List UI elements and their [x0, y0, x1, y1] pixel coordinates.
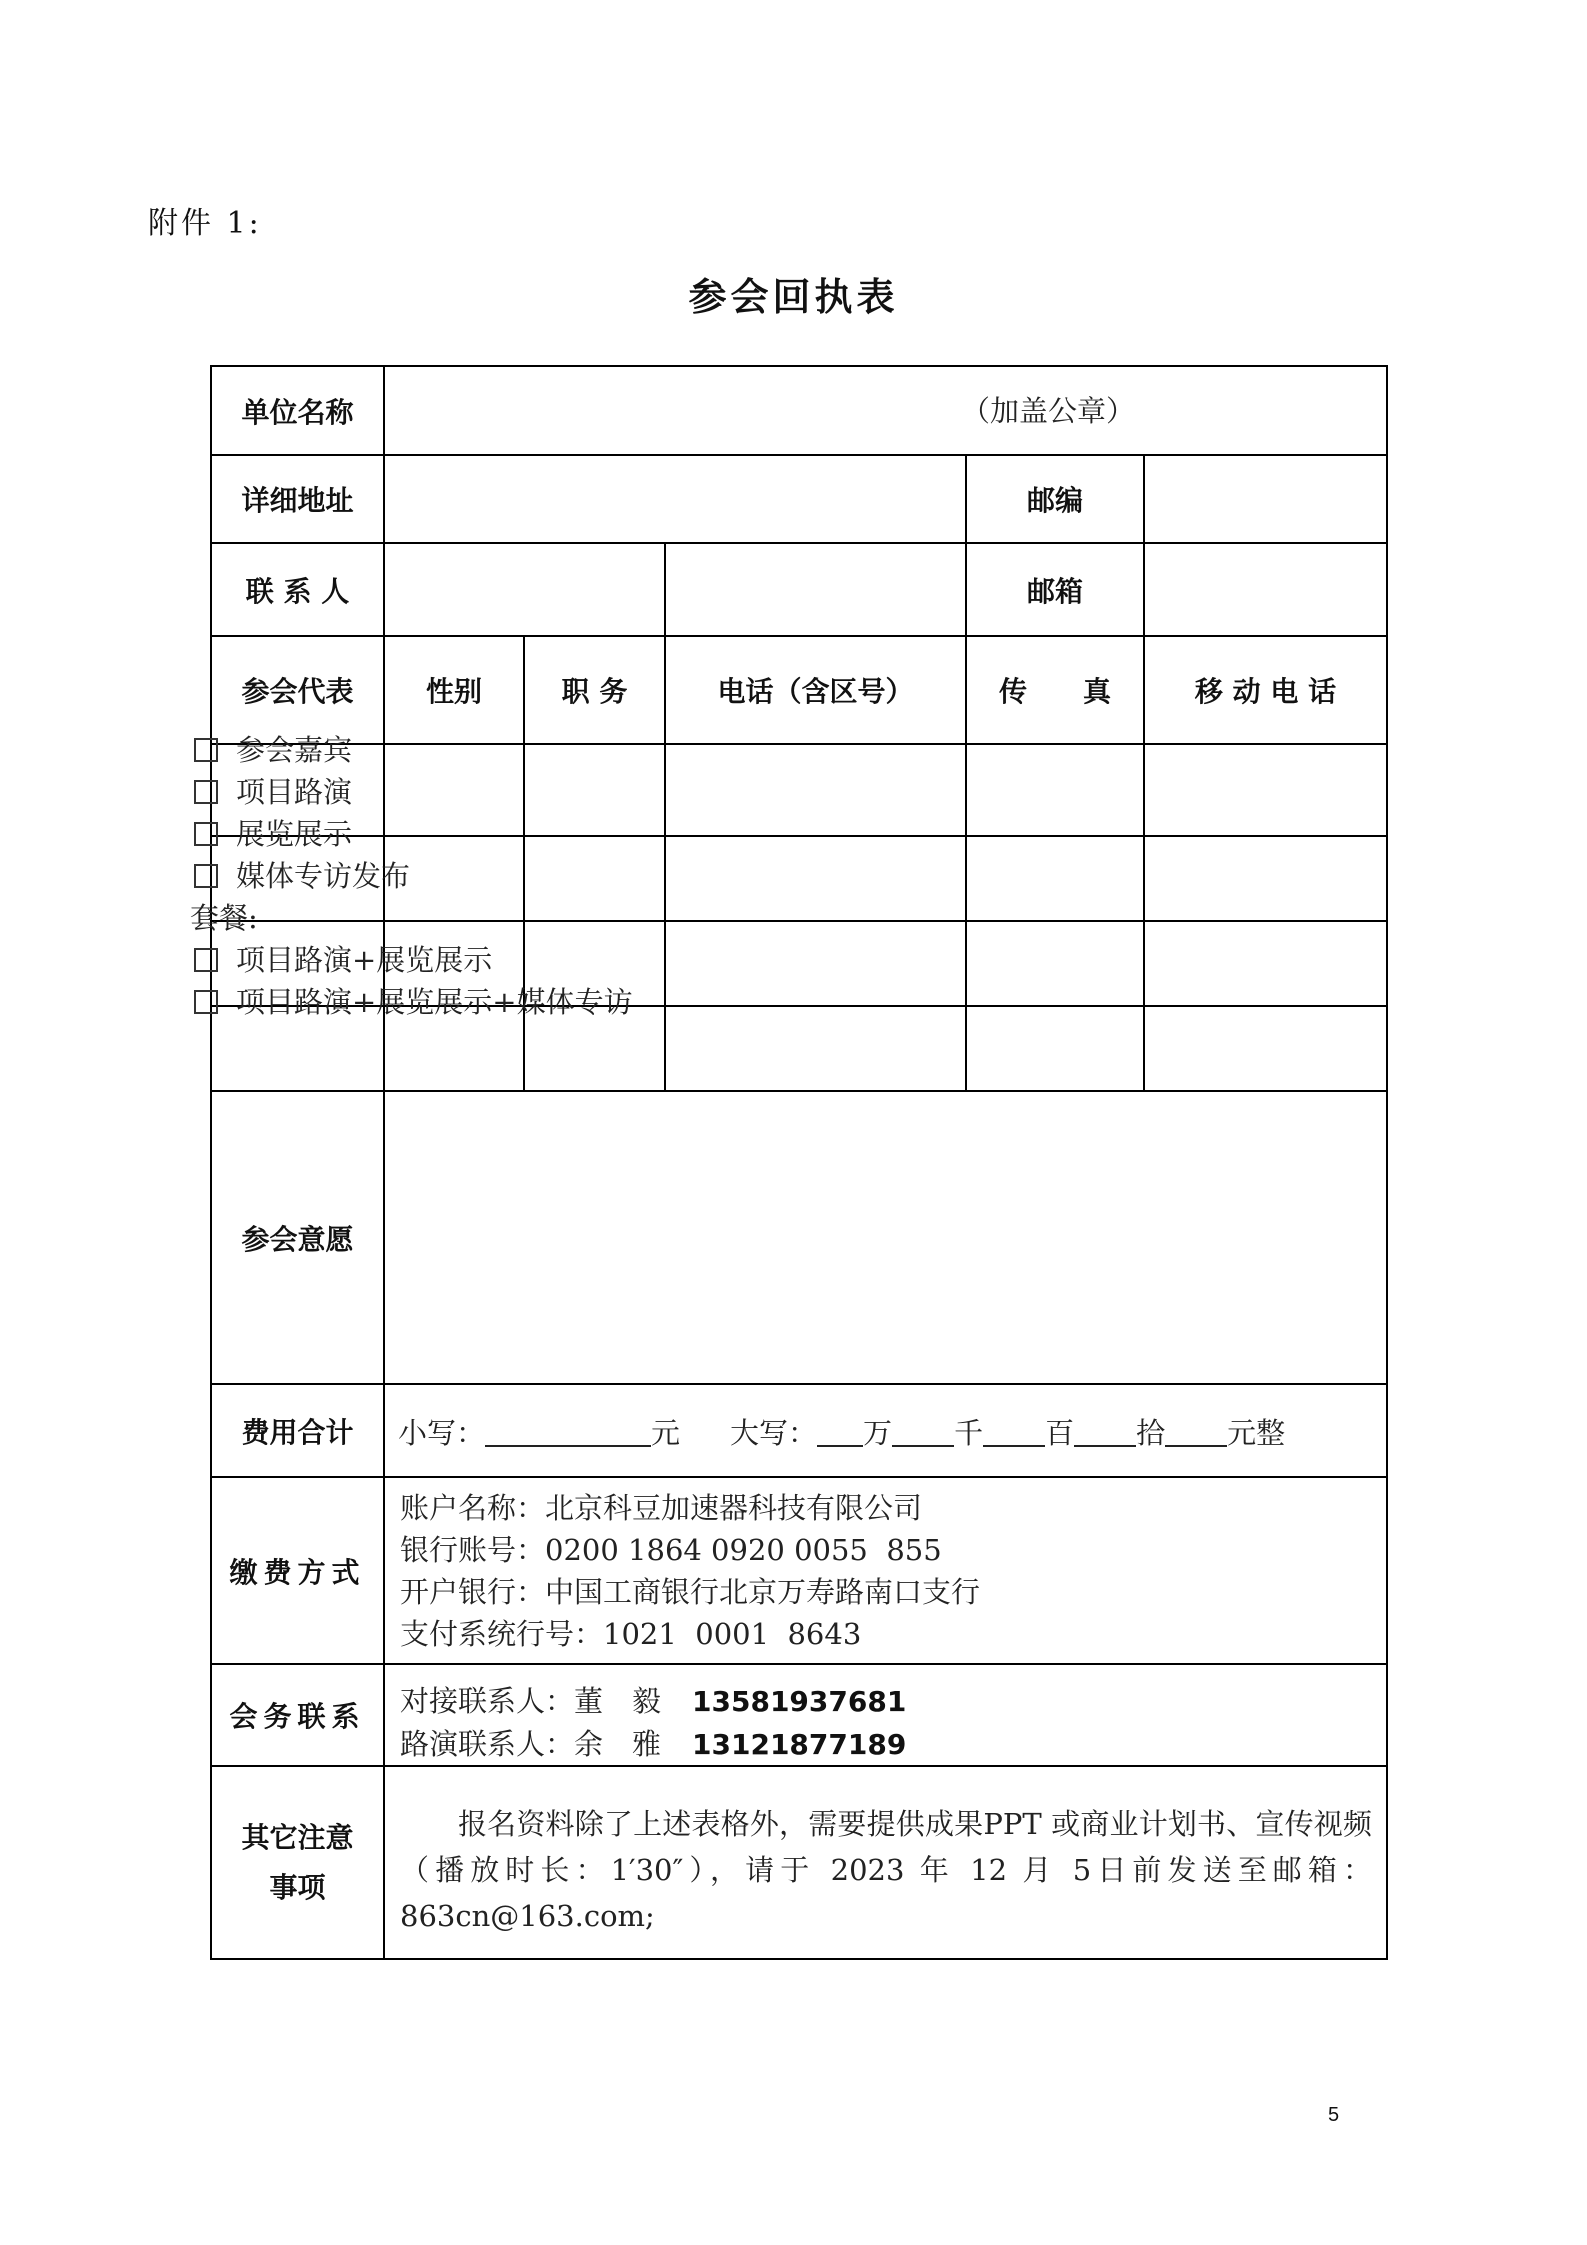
fee-line [398, 1412, 1285, 1454]
column-header-mobile: 移 动 电 话 [1194, 675, 1337, 708]
fee-shi-blank[interactable] [1074, 1415, 1136, 1447]
option-label: 项目路演+展览展示+媒体专访 [236, 985, 633, 1019]
table-rule [210, 1663, 1388, 1665]
checkbox-icon[interactable] [194, 822, 218, 846]
bank-name: 开户银行：中国工商银行北京万寿路南口支行 [400, 1575, 981, 1609]
postcode-label: 邮编 [1026, 484, 1083, 517]
account-name: 账户名称：北京科豆加速器科技有限公司 [400, 1491, 923, 1525]
contact-phone: 13581937681 [692, 1685, 907, 1718]
contact-person-field[interactable] [385, 544, 664, 635]
option-package-1[interactable] [190, 939, 1160, 981]
fee-label: 费用合计 [241, 1415, 354, 1449]
table-rule [1386, 365, 1388, 1960]
table-rule [210, 1958, 1388, 1960]
account-number [400, 1529, 1370, 1571]
official-seal-note: （加盖公章） [961, 393, 1136, 428]
page-number: 5 [1328, 2104, 1340, 2126]
checkbox-icon[interactable] [194, 738, 218, 762]
notes-label-line: 其它注意 [241, 1820, 354, 1854]
fee-yuan-zheng: 元整 [1227, 1416, 1286, 1450]
email-label: 邮箱 [1026, 574, 1083, 608]
option-guest[interactable] [190, 729, 1160, 771]
contact-role: 路演联系人： [400, 1727, 575, 1761]
column-header-phone: 电话（含区号） [717, 675, 914, 708]
column-header-position: 职 务 [561, 675, 628, 708]
intent-label: 参会意愿 [241, 1222, 354, 1256]
address-label: 详细地址 [241, 484, 354, 517]
checkbox-icon[interactable] [194, 990, 218, 1014]
contact-name: 余 雅 [574, 1727, 662, 1761]
fee-wan: 万 [863, 1416, 893, 1450]
column-header-fax: 传 真 [998, 675, 1111, 708]
option-label: 项目路演 [236, 775, 353, 809]
option-media-interview[interactable] [190, 855, 1160, 897]
fee-small-blank[interactable] [485, 1415, 651, 1447]
contact-phone: 13121877189 [692, 1728, 907, 1761]
form-title: 参会回执表 [688, 274, 899, 319]
contact-info [400, 1680, 1370, 1766]
fee-qian: 千 [954, 1416, 984, 1450]
intent-options [190, 729, 1160, 1023]
unit-name-field[interactable] [385, 367, 1386, 454]
option-exhibition[interactable] [190, 813, 1160, 855]
payment-info [400, 1487, 1370, 1655]
option-label: 媒体专访发布 [236, 859, 411, 893]
fee-shi: 拾 [1136, 1416, 1166, 1450]
account-number-label: 银行账号： [400, 1533, 546, 1567]
conference-contact-label: 会务联系 [229, 1700, 366, 1733]
address-field[interactable] [385, 456, 965, 542]
package-label: 套餐: [190, 901, 258, 935]
notes-text: 报名资料除了上述表格外，需要提供成果PPT 或商业计划书、宣传视频（播放时长：1′30″），请于 2023 年 12 月 5日前发送至邮箱：863cn@163.com; [400, 1807, 1372, 1933]
attachment-label: 附件 1: [148, 206, 262, 241]
fee-bai: 百 [1045, 1416, 1075, 1450]
fee-yuan-blank[interactable] [1165, 1415, 1227, 1447]
fee-qian-blank[interactable] [892, 1415, 954, 1447]
account-number-value: 0200 1864 0920 0055 855 [545, 1533, 942, 1567]
table-rule [210, 1476, 1388, 1478]
table-rule [210, 1383, 1388, 1385]
contact-person-label: 联 系 人 [245, 574, 350, 608]
fee-wan-blank[interactable] [817, 1415, 863, 1447]
postcode-field[interactable] [1145, 456, 1386, 542]
option-label: 参会嘉宾 [236, 733, 353, 767]
option-label: 展览展示 [236, 817, 353, 851]
checkbox-icon[interactable] [194, 864, 218, 888]
fee-big-label: 大写： [730, 1416, 818, 1450]
option-label: 项目路演+展览展示 [236, 943, 493, 977]
contact-name: 董 毅 [574, 1684, 662, 1718]
contact-role: 对接联系人： [400, 1684, 575, 1718]
option-roadshow[interactable] [190, 771, 1160, 813]
email-field[interactable] [1145, 544, 1386, 635]
contact-line [400, 1680, 1370, 1723]
option-package-2[interactable] [190, 981, 1160, 1023]
clearing-number: 支付系统行号：1021 0001 8643 [400, 1617, 862, 1651]
checkbox-icon[interactable] [194, 780, 218, 804]
column-header-gender: 性别 [425, 675, 482, 708]
unit-name-label: 单位名称 [241, 395, 354, 429]
fee-yuan: 元 [651, 1416, 681, 1450]
payment-label: 缴费方式 [229, 1555, 366, 1589]
checkbox-icon[interactable] [194, 948, 218, 972]
fee-small-label: 小写： [398, 1416, 486, 1450]
notes-label [212, 1767, 383, 1958]
contact-line [400, 1723, 1370, 1766]
fee-bai-blank[interactable] [983, 1415, 1045, 1447]
notes-label-line: 事项 [269, 1870, 326, 1904]
column-header-representative: 参会代表 [241, 675, 354, 708]
table-rule [210, 1090, 1388, 1092]
contact-extra-field[interactable] [666, 544, 965, 635]
